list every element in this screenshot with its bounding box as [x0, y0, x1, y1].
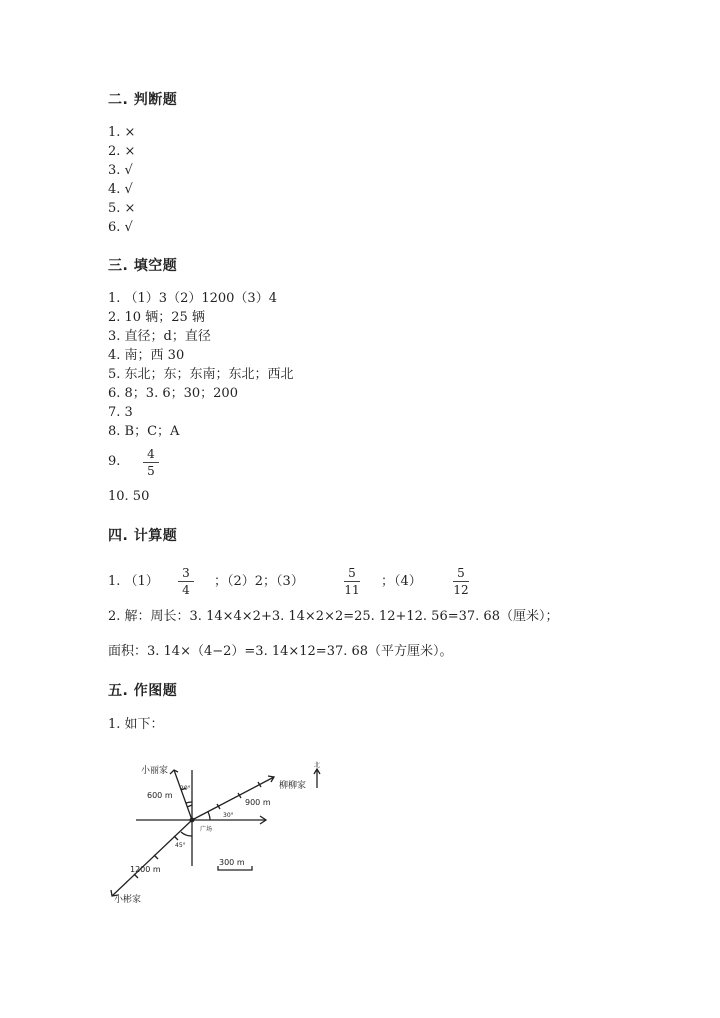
section-title-judgement: 二. 判断题: [108, 92, 178, 108]
direction-map-figure: [108, 756, 338, 906]
tick-mark: [154, 855, 158, 859]
fill-answer-10: 10. 50: [108, 489, 150, 504]
calc-answer-1-label: 1. （1）: [108, 574, 159, 589]
fill-answer-9-label: 9.: [108, 454, 121, 469]
fraction-bar: [143, 462, 159, 463]
xiaoli-arrow-icon: [170, 770, 178, 774]
angle-label-45: 45°: [175, 842, 186, 849]
fraction-bar: [453, 581, 469, 582]
tick-mark: [174, 836, 178, 840]
judgement-answer-4: 4. √: [108, 182, 133, 197]
fraction-denominator: 4: [182, 583, 190, 597]
fill-answer-5: 5. 东北；东；东南；东北；西北: [108, 367, 294, 382]
angle-arc-30: [208, 812, 210, 820]
fill-answer-7: 7. 3: [108, 405, 133, 420]
fill-answer-8: 8. B；C；A: [108, 424, 180, 439]
route-to-xiaobin: [112, 820, 192, 896]
label-north: 北: [314, 762, 321, 769]
distance-900: 900 m: [245, 798, 271, 807]
fill-answer-6: 6. 8；3. 6；30；200: [108, 386, 238, 401]
fill-answer-4: 4. 南；西 30: [108, 348, 185, 363]
scale-label: 300 m: [219, 858, 245, 867]
calc-answer-2-area: 面积：3. 14×（4−2）=3. 14×12=37. 68（平方厘米）。: [108, 644, 453, 659]
drawing-answer-1: 1. 如下：: [108, 717, 164, 732]
fraction-denominator: 5: [147, 464, 155, 478]
angle-arc-45: [181, 832, 192, 836]
section-title-calculation: 四. 计算题: [108, 528, 178, 544]
angle-label-20: 20°: [180, 785, 191, 792]
calc-answer-2-perimeter: 2. 解：周长：3. 14×4×2+3. 14×2×2=25. 12+12. 56=37. 68（厘米）；: [108, 609, 559, 624]
calc-answer-1-fraction-2: [344, 566, 360, 597]
calc-answer-1-middle-1: ；（2）2；（3）: [214, 574, 304, 589]
section-title-fill-blank: 三. 填空题: [108, 258, 178, 274]
calc-answer-1-fraction-3: [453, 566, 469, 597]
fraction-numerator: 4: [147, 447, 155, 461]
calc-answer-1-fraction-1: [178, 566, 194, 597]
tick-mark: [187, 805, 192, 807]
fill-answer-2: 2. 10 辆；25 辆: [108, 310, 205, 325]
fraction-numerator: 3: [182, 566, 190, 580]
judgement-answer-3: 3. √: [108, 163, 133, 178]
judgement-answer-2: 2. ×: [108, 144, 136, 159]
fraction-numerator: 5: [457, 566, 465, 580]
square-origin-dot: [190, 818, 195, 823]
fill-answer-3: 3. 直径；d；直径: [108, 329, 211, 344]
fill-answer-9-fraction: [143, 447, 159, 478]
distance-600: 600 m: [147, 791, 173, 800]
distance-1200: 1200 m: [130, 865, 161, 874]
label-liuliu-home: 柳柳家: [279, 781, 307, 791]
angle-arc-20: [186, 802, 192, 803]
judgement-answer-5: 5. ×: [108, 201, 136, 216]
fraction-bar: [178, 581, 194, 582]
fraction-denominator: 12: [453, 583, 469, 597]
angle-label-30: 30°: [223, 812, 234, 819]
fraction-numerator: 5: [348, 566, 356, 580]
label-xiaoli-home: 小丽家: [141, 766, 169, 776]
route-to-xiaoli: [174, 770, 192, 820]
tick-mark: [134, 874, 138, 878]
label-square: 广场: [200, 826, 213, 833]
fill-answer-1: 1. （1）3（2）1200（3）4: [108, 291, 277, 306]
fraction-bar: [344, 581, 360, 582]
calc-answer-1-middle-2: ；（4）: [381, 574, 422, 589]
judgement-answer-1: 1. ×: [108, 125, 136, 140]
judgement-answer-6: 6. √: [108, 220, 133, 235]
section-title-drawing: 五. 作图题: [108, 683, 178, 699]
label-xiaobin-home: 小彬家: [114, 895, 142, 905]
fraction-denominator: 11: [344, 583, 360, 597]
